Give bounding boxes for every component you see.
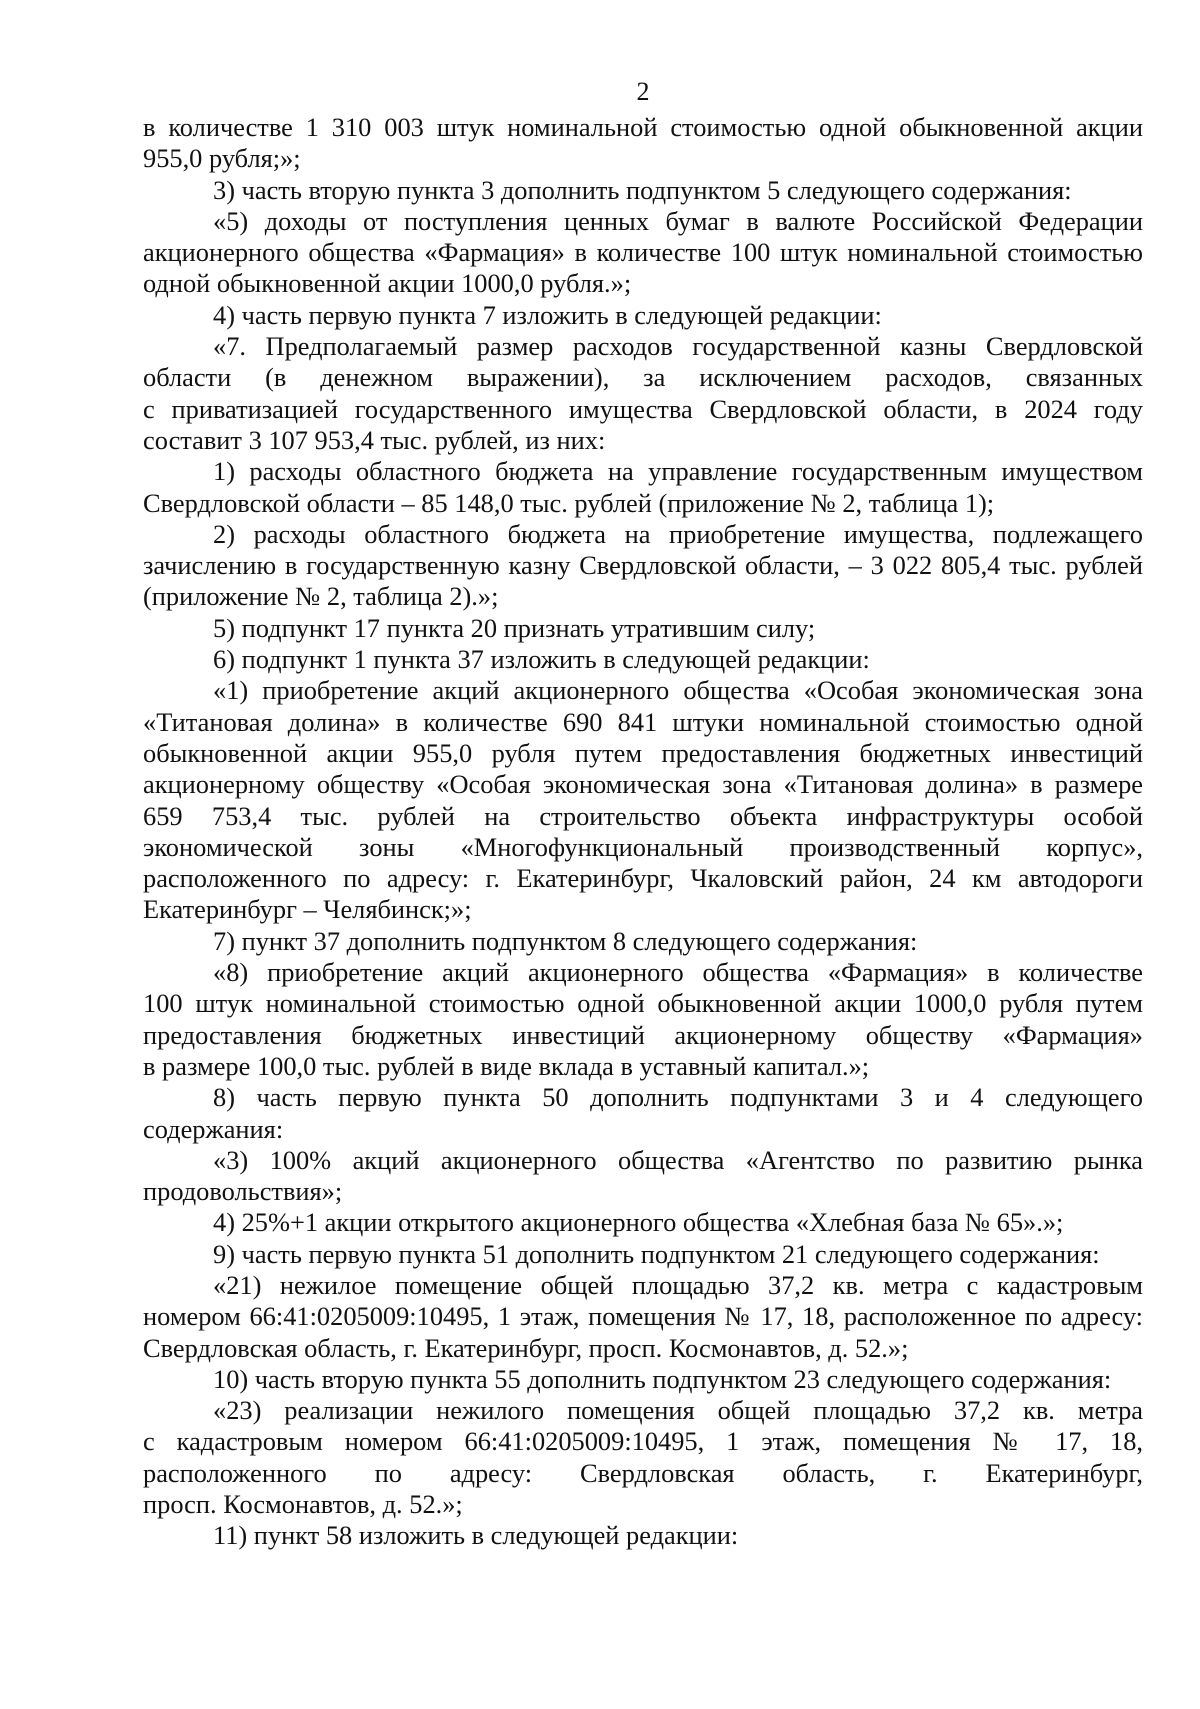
text-line: 7) пункт 37 дополнить подпунктом 8 следующего содержания: [213, 925, 918, 956]
text-line: «8) приобретение акций акционерного общества «Фармация» в количестве [213, 957, 1143, 988]
text-line: содержания: [143, 1113, 284, 1144]
text-line: 100 штук номинальной стоимостью одной обыкновенной акции 1000,0 рубля путем [143, 988, 1143, 1019]
text-line: 8) часть первую пункта 50 дополнить подпунктами 3 и 4 следующего [213, 1082, 1143, 1113]
text-line: 659 753,4 тыс. рублей на строительство объекта инфраструктуры особой [143, 800, 1143, 831]
text-line: в размере 100,0 тыс. рублей в виде вклада в уставный капитал.»; [143, 1050, 870, 1081]
text-line: «Титановая долина» в количестве 690 841 штуки номинальной стоимостью одной [143, 706, 1143, 737]
text-line: Свердловской области – 85 148,0 тыс. рублей (приложение № 2, таблица 1); [143, 487, 995, 518]
text-line: «23) реализации нежилого помещения общей площадью 37,2 кв. метра [213, 1395, 1143, 1426]
text-line: расположенного по адресу: Свердловская область, г. Екатеринбург, [143, 1457, 1143, 1488]
text-line: 11) пункт 58 изложить в следующей редакции: [213, 1520, 739, 1551]
text-line: с кадастровым номером 66:41:0205009:10495, 1 этаж, помещения № 17, 18, [143, 1426, 1143, 1457]
text-line: обыкновенной акции 955,0 рубля путем предоставления бюджетных инвестиций [143, 737, 1143, 768]
text-line: просп. Космонавтов, д. 52.»; [143, 1489, 463, 1520]
document-body [143, 112, 1143, 1552]
text-line: экономической зоны «Многофункциональный производственный корпус», [143, 831, 1143, 862]
text-line: акционерного общества «Фармация» в количестве 100 штук номинальной стоимостью [143, 237, 1143, 268]
text-line: 5) подпункт 17 пункта 20 признать утратившим силу; [213, 612, 816, 643]
text-line: 4) часть первую пункта 7 изложить в следующей редакции: [213, 299, 882, 330]
document-page [143, 72, 1143, 1552]
page-number: 2 [636, 77, 650, 106]
text-line: 1) расходы областного бюджета на управление государственным имуществом [213, 456, 1143, 487]
text-line: с приватизацией государственного имущества Свердловской области, в 2024 году [143, 393, 1143, 424]
text-line: 4) 25%+1 акции открытого акционерного общества «Хлебная база № 65».»; [213, 1207, 1064, 1238]
text-line: 6) подпункт 1 пункта 37 изложить в следующей редакции: [213, 644, 870, 675]
text-line: Екатеринбург – Челябинск;»; [143, 894, 472, 925]
text-line: Свердловская область, г. Екатеринбург, просп. Космонавтов, д. 52.»; [143, 1332, 909, 1363]
text-line: 2) расходы областного бюджета на приобретение имущества, подлежащего [213, 518, 1143, 549]
text-line: (приложение № 2, таблица 2).»; [143, 581, 499, 612]
text-line: 10) часть вторую пункта 55 дополнить подпунктом 23 следующего содержания: [213, 1363, 1112, 1394]
text-line: «1) приобретение акций акционерного общества «Особая экономическая зона [213, 675, 1143, 706]
text-line: «5) доходы от поступления ценных бумаг в валюте Российской Федерации [213, 205, 1143, 236]
text-line: расположенного по адресу: г. Екатеринбург, Чкаловский район, 24 км автодороги [143, 863, 1143, 894]
text-line: 955,0 рубля;»; [143, 143, 301, 174]
text-line: 9) часть первую пункта 51 дополнить подпунктом 21 следующего содержания: [213, 1238, 1100, 1269]
text-line: предоставления бюджетных инвестиций акционерному обществу «Фармация» [143, 1019, 1143, 1050]
text-line: номером 66:41:0205009:10495, 1 этаж, помещения № 17, 18, расположенное по адресу: [143, 1301, 1143, 1332]
text-line: в количестве 1 310 003 штук номинальной стоимостью одной обыкновенной акции [143, 112, 1143, 142]
text-line: составит 3 107 953,4 тыс. рублей, из них: [143, 424, 606, 455]
text-line: 3) часть вторую пункта 3 дополнить подпунктом 5 следующего содержания: [213, 174, 1072, 205]
text-line: акционерному обществу «Особая экономическая зона «Титановая долина» в размере [143, 769, 1143, 800]
text-line: одной обыкновенной акции 1000,0 рубля.»; [143, 268, 632, 299]
text-line: продовольствия»; [143, 1176, 343, 1207]
text-line: «3) 100% акций акционерного общества «Агентство по развитию рынка [213, 1144, 1143, 1175]
text-line: зачислению в государственную казну Свердловской области, – 3 022 805,4 тыс. рублей [143, 550, 1143, 581]
text-line: «21) нежилое помещение общей площадью 37,2 кв. метра с кадастровым [213, 1269, 1143, 1300]
text-line: области (в денежном выражении), за исключением расходов, связанных [143, 362, 1143, 393]
text-line: «7. Предполагаемый размер расходов государственной казны Свердловской [213, 331, 1143, 362]
